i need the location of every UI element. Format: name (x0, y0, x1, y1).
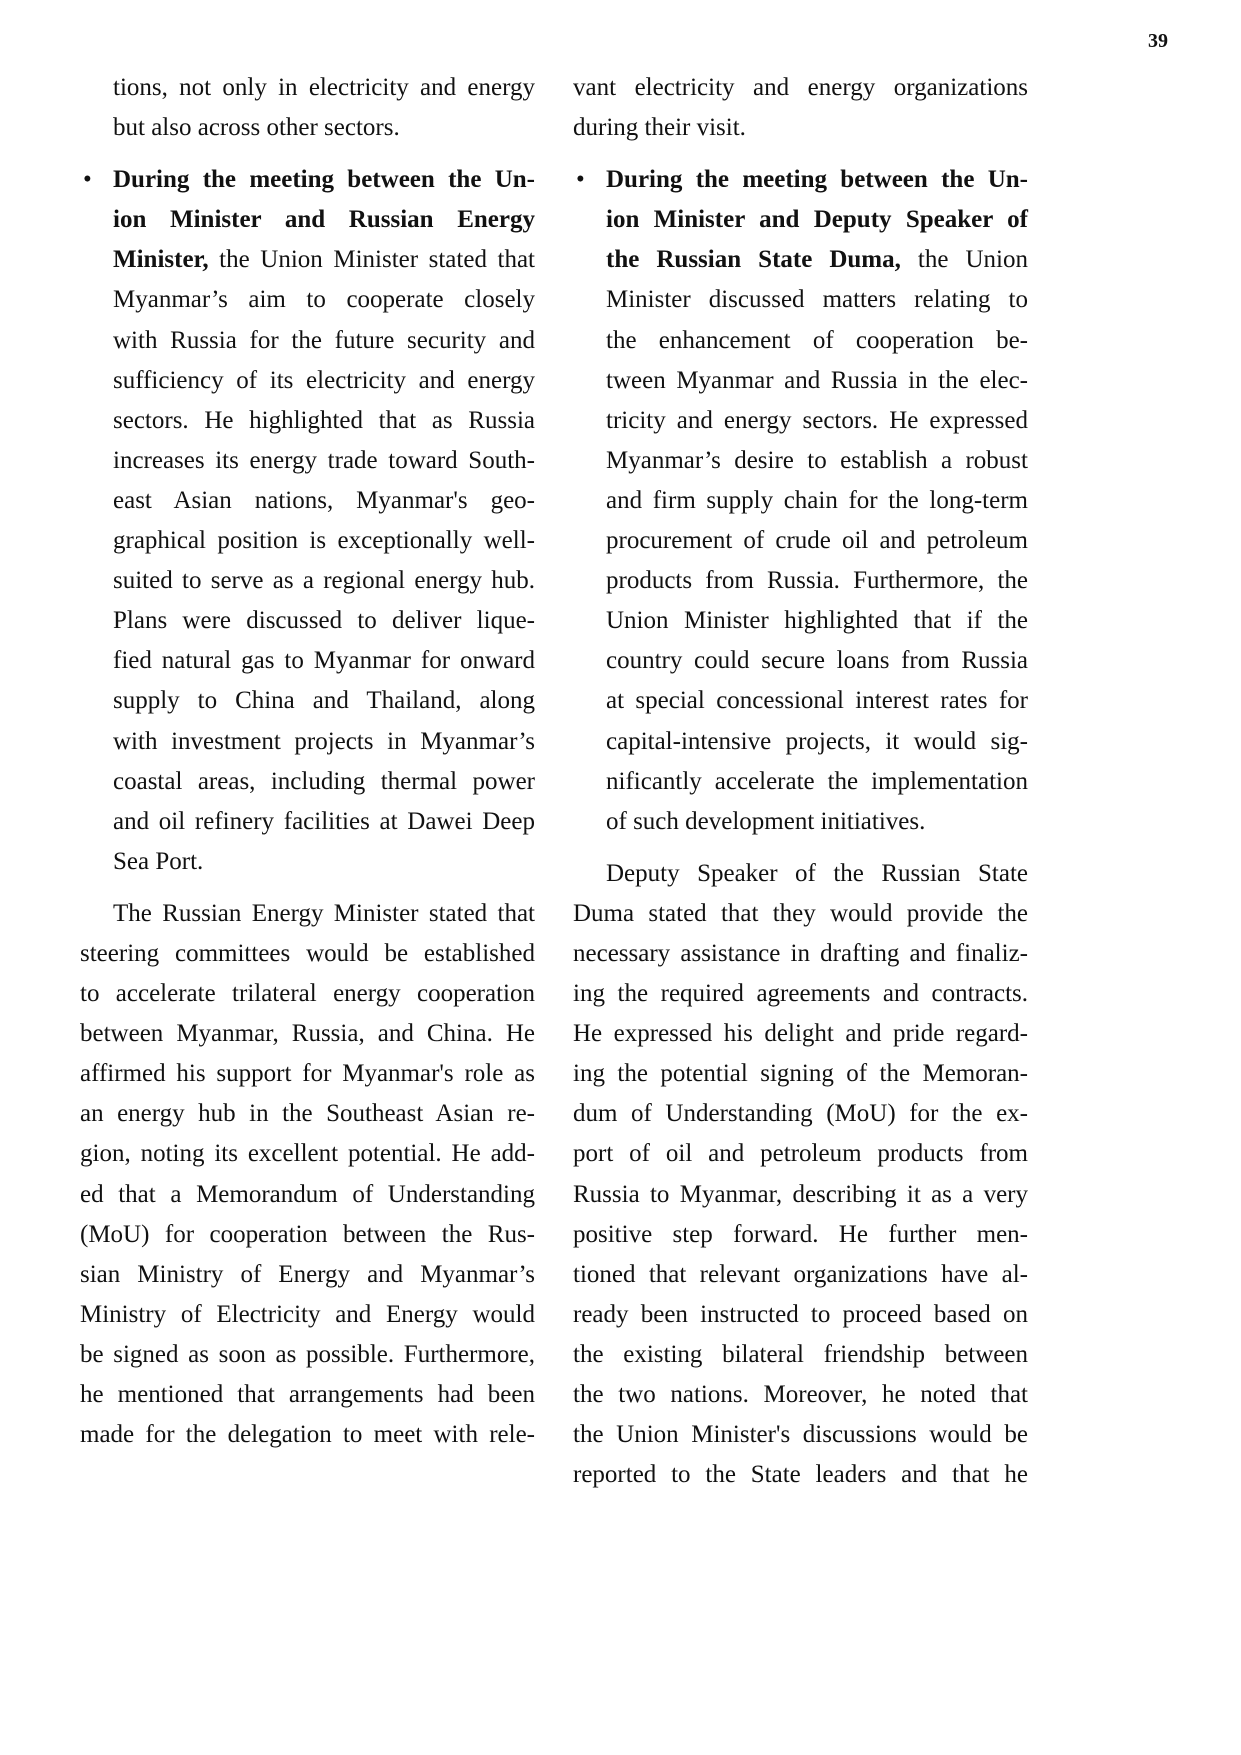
text-line: and oil refinery facilities at Dawei Deep (113, 807, 535, 835)
text-line: supply to China and Thailand, along (113, 687, 535, 715)
text-line: sufficiency of its electricity and energy (113, 366, 535, 394)
text-line: with Russia for the future security and (113, 326, 535, 354)
text-line: The Russian Energy Minister stated that (113, 899, 535, 927)
text-line: Ministry of Electricity and Energy would (80, 1300, 535, 1328)
right-column (573, 68, 1028, 1507)
text-line: He expressed his delight and pride regard- (573, 1020, 1028, 1048)
text-line: during their visit. (573, 114, 746, 142)
text-line: the enhancement of cooperation be- (606, 326, 1028, 354)
text-line: dum of Understanding (MoU) for the ex- (573, 1100, 1028, 1128)
text-line: steering committees would be established (80, 939, 535, 967)
text-line: coastal areas, including thermal power (113, 767, 535, 795)
text-line: he mentioned that arrangements had been (80, 1381, 535, 1408)
text-line: to accelerate trilateral energy cooperation (80, 980, 535, 1008)
text-line: between Myanmar, Russia, and China. He (80, 1020, 535, 1048)
text-line: tween Myanmar and Russia in the elec- (606, 366, 1028, 394)
text-line: positive step forward. He further men- (573, 1220, 1028, 1248)
bold-heading-fragment: Minister, (113, 246, 209, 274)
text-line: Myanmar’s aim to cooperate closely (113, 286, 535, 314)
text-line: suited to serve as a regional energy hub. (113, 567, 535, 595)
bullet-icon: • (576, 166, 585, 194)
text-line: with investment projects in Myanmar’s (113, 727, 535, 755)
text-line: nificantly accelerate the implementation (606, 767, 1028, 795)
text-line: at special concessional interest rates for (606, 687, 1028, 715)
bold-heading-line: ion Minister and Deputy Speaker of (606, 206, 1028, 234)
text-line: Duma stated that they would provide the (573, 899, 1028, 927)
text-line: east Asian nations, Myanmar's geo- (113, 486, 535, 514)
text-line: (MoU) for cooperation between the Rus- (80, 1220, 535, 1248)
text-line: reported to the State leaders and that he (573, 1461, 1028, 1489)
text-line: Sea Port. (113, 847, 204, 875)
left-column (80, 68, 535, 1467)
text-line: vant electricity and energy organizations (573, 74, 1028, 101)
text-line: sectors. He highlighted that as Russia (113, 406, 535, 434)
bullet-item-energy-minister-meeting (80, 160, 535, 882)
text-line: sian Ministry of Energy and Myanmar’s (80, 1260, 535, 1288)
text-line: affirmed his support for Myanmar's role as (80, 1060, 535, 1088)
text-line: tions, not only in electricity and energy (113, 74, 535, 101)
text-line: tricity and energy sectors. He expressed (606, 406, 1028, 434)
text-line: the Union Minister's discussions would be (573, 1421, 1028, 1449)
text-line: the existing bilateral friendship between (573, 1340, 1028, 1368)
body-paragraph-duma-response (573, 854, 1028, 1496)
text-line: Minister discussed matters relating to (606, 286, 1028, 314)
text-line: ing the required agreements and contracts. (573, 980, 1028, 1008)
bullet-item-duma-deputy-speaker-meeting (573, 160, 1028, 842)
text-line: ing the potential signing of the Memoran- (573, 1060, 1028, 1088)
body-paragraph-energy-minister-response (80, 894, 535, 1455)
text-line: be signed as soon as possible. Furthermore, (80, 1340, 535, 1368)
text-line: Plans were discussed to deliver lique- (113, 607, 535, 635)
page-number: 39 (1148, 30, 1168, 52)
text-line: fied natural gas to Myanmar for onward (113, 647, 535, 675)
text-line: Deputy Speaker of the Russian State (606, 859, 1028, 887)
text-line: an energy hub in the Southeast Asian re- (80, 1100, 535, 1128)
text-line: gion, noting its excellent potential. He add- (80, 1140, 535, 1168)
bullet-icon: • (83, 166, 92, 194)
text-line: made for the delegation to meet with rele- (80, 1421, 535, 1449)
text-line: the two nations. Moreover, he noted that (573, 1381, 1028, 1408)
bold-heading-line: ion Minister and Russian Energy (113, 206, 535, 234)
text-line: increases its energy trade toward South- (113, 446, 535, 474)
text-line: ready been instructed to proceed based on (573, 1300, 1028, 1328)
text-line: Union Minister highlighted that if the (606, 607, 1028, 635)
mixed-line (606, 240, 1028, 280)
text-line: procurement of crude oil and petroleum (606, 527, 1028, 555)
text-line: capital-intensive projects, it would sig- (606, 727, 1028, 755)
mixed-line (113, 240, 535, 280)
text-line: Myanmar’s desire to establish a robust (606, 446, 1028, 474)
bold-heading-line: During the meeting between the Un- (606, 166, 1028, 194)
text-line: ed that a Memorandum of Understanding (80, 1180, 535, 1208)
continuation-paragraph (80, 68, 535, 148)
bold-heading-line: During the meeting between the Un- (113, 166, 535, 194)
text-line: but also across other sectors. (113, 114, 400, 142)
text-line: country could secure loans from Russia (606, 647, 1028, 675)
text-line: products from Russia. Furthermore, the (606, 567, 1028, 595)
text-line: port of oil and petroleum products from (573, 1140, 1028, 1168)
bold-heading-fragment: the Russian State Duma, (606, 246, 901, 274)
continuation-paragraph (573, 68, 1028, 148)
text-line: of such development initiatives. (606, 807, 926, 835)
text-line: Russia to Myanmar, describing it as a very (573, 1180, 1028, 1208)
text-line: necessary assistance in drafting and finaliz- (573, 939, 1028, 967)
text-line: and firm supply chain for the long-term (606, 486, 1028, 514)
text-line: tioned that relevant organizations have al- (573, 1260, 1028, 1288)
text-fragment: the Union (900, 246, 1029, 274)
text-fragment: the Union Minister stated that (208, 246, 535, 274)
text-line: graphical position is exceptionally well- (113, 527, 535, 555)
